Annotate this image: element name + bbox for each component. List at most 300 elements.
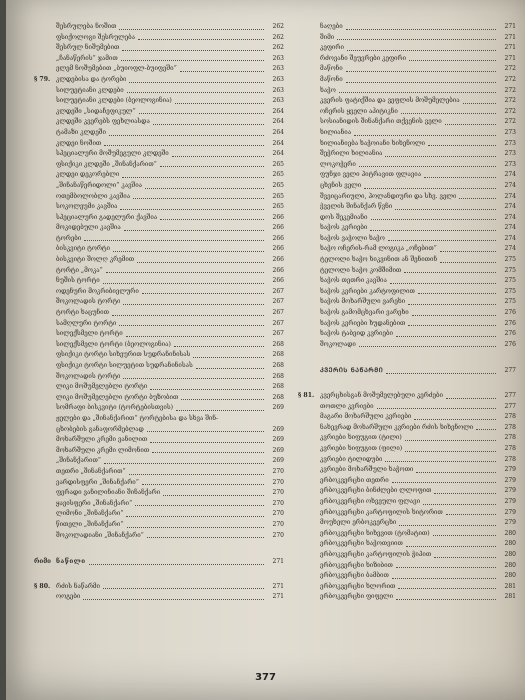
dot-leader	[346, 71, 496, 72]
toc-entry	[34, 255, 284, 266]
toc-entry	[298, 54, 516, 65]
entry-title: ფერადი ვანილინიანი შინანქარი	[56, 489, 161, 497]
entry-page-number: 279	[504, 508, 516, 516]
entry-title: ლოკოჭერი	[320, 160, 356, 168]
toc-entry	[34, 276, 284, 287]
dot-leader	[126, 336, 264, 337]
entry-title: კვრიები მოხარშული ხაჭოთი	[320, 466, 414, 474]
toc-entry	[34, 425, 284, 436]
toc-entry	[298, 412, 516, 423]
dot-leader	[396, 567, 496, 568]
entry-page-number: 274	[504, 245, 516, 253]
entry-page-number: 271	[272, 582, 284, 590]
entry-title: ჭველის შინანქარ წვნი	[320, 203, 393, 211]
entry-page-number: 267	[272, 309, 284, 317]
toc-entry	[298, 518, 516, 529]
entry-page-number: 272	[504, 75, 516, 83]
entry-page-number: 274	[504, 234, 516, 242]
entry-page-number: 268	[272, 351, 284, 359]
dot-leader	[398, 588, 496, 589]
dot-leader	[476, 429, 496, 430]
dot-leader	[180, 71, 264, 72]
entry-title: ნაღები	[320, 23, 343, 30]
entry-title: დოს შეკემიანი	[320, 213, 368, 221]
entry-title: კვერცხისგან მოშუმელებული კერძები	[320, 392, 443, 399]
entry-title: შესრულება ნოშით	[56, 23, 117, 30]
entry-page-number: 278	[504, 423, 516, 431]
entry-title: შვეიცარიული, პოლანდიური და სხვ. ველი	[320, 192, 457, 200]
toc-entry	[34, 96, 284, 107]
entry-title: კლდეში „სიდაჩეფიკულ“	[56, 107, 136, 115]
dot-leader	[124, 230, 264, 231]
entry-page-number: 275	[504, 277, 516, 285]
entry-page-number: 276	[504, 330, 516, 338]
toc-entry	[34, 319, 284, 330]
dot-leader	[434, 557, 496, 558]
entry-page-number: 279	[504, 487, 516, 495]
dot-leader	[104, 463, 264, 464]
entry-title: ხაჭოს ტაბეიდ კვრიები	[320, 330, 393, 338]
entry-title: ფსიქიკი კლდეში „შინანქარით“	[56, 160, 157, 168]
entry-page-number: 266	[272, 245, 284, 253]
toc-entry	[34, 467, 284, 478]
dot-leader	[196, 368, 264, 369]
toc-entry	[34, 107, 284, 118]
dot-leader	[339, 92, 496, 93]
entry-title: შოკოლადის ტორტი	[56, 298, 121, 306]
dot-leader	[401, 113, 496, 114]
entry-page-number: 264	[272, 150, 284, 158]
entry-page-number: 270	[272, 489, 284, 497]
dot-leader	[172, 156, 264, 157]
toc-entry	[298, 539, 516, 550]
toc-entry	[298, 402, 516, 413]
entry-page-number: 272	[504, 107, 516, 115]
toc-entry	[298, 75, 516, 86]
section-marker: § 81.	[298, 392, 315, 399]
dot-leader	[428, 145, 496, 146]
dot-leader	[440, 262, 496, 263]
entry-page-number: 280	[504, 540, 516, 548]
toc-entry	[298, 561, 516, 572]
entry-title: „შინანაწერიდოლი“ კავშია	[56, 181, 143, 189]
entry-page-number: 273	[504, 160, 516, 168]
entry-title: ყავისფერი „შინანქარი“	[56, 499, 133, 507]
entry-page-number: 269	[272, 436, 284, 444]
entry-title: სპეციალური მოშუმეგული კლდეში	[56, 150, 169, 158]
section-spacer	[298, 377, 516, 391]
dot-leader	[359, 346, 496, 347]
entry-title: შოკოლადი	[320, 340, 356, 348]
entry-page-number: 268	[272, 362, 284, 369]
dot-leader	[446, 514, 496, 515]
entry-page-number: 271	[272, 593, 284, 601]
toc-entry	[298, 319, 516, 330]
entry-title: ხაჭოს კვრიები	[320, 224, 368, 232]
entry-title: ერბოკვერცხი ხიხევით (ტომატით)	[320, 529, 430, 537]
entry-page-number: 280	[504, 561, 516, 569]
entry-title: ლიკი მოშუმელებლი ტორტი ბუზობით	[56, 393, 179, 401]
entry-title: ერბოკვერცხი კარტოფილის ჭიპით	[320, 550, 432, 558]
entry-title: ერბოკვერცხი თეთრი	[320, 476, 389, 484]
dot-leader	[145, 188, 264, 189]
entry-page-number: 270	[272, 499, 284, 507]
entry-page-number: 266	[272, 266, 284, 274]
dot-leader	[371, 219, 497, 220]
toc-entry	[298, 308, 516, 319]
dot-leader	[423, 504, 496, 505]
entry-page-number: 267	[272, 298, 284, 306]
entry-page-number: 268	[272, 340, 284, 348]
entry-page-number: 264	[272, 139, 284, 147]
entry-title: სილექსმელი ტორტი	[56, 330, 123, 338]
entry-title: ოდენური მოკრიბიელური	[56, 287, 139, 295]
entry-title: ფსიქოლოგი შესრულება	[56, 33, 136, 41]
dot-leader	[359, 166, 496, 167]
toc-section-heading	[34, 557, 284, 568]
entry-page-number: 269	[272, 446, 284, 454]
entry-page-number: 271	[504, 54, 516, 62]
toc-entry	[34, 64, 284, 75]
dot-leader	[129, 82, 264, 83]
entry-page-number: 274	[504, 181, 516, 189]
toc-entry	[34, 414, 284, 425]
entry-page-number: 266	[272, 224, 284, 232]
entry-title: შოკოლადიანი „შინანქარი“	[56, 531, 144, 539]
entry-page-number: 279	[504, 466, 516, 474]
entry-title: შიმი	[320, 33, 335, 41]
entry-page-number: 279	[504, 497, 516, 505]
toc-entry	[34, 149, 284, 160]
dot-leader	[405, 440, 496, 441]
toc-entry	[34, 287, 284, 298]
dot-leader	[103, 283, 264, 284]
entry-title: კლდეი დეკორებლი	[56, 171, 120, 179]
entry-title: ერბოკვერცხი ბინძლები ლლოფით	[320, 487, 432, 495]
toc-entry	[298, 476, 516, 487]
entry-page-number: 264	[272, 118, 284, 126]
dot-leader	[377, 408, 496, 409]
entry-title: კვრიები ხიფუგით (ფილი)	[320, 444, 403, 452]
entry-title: „ჩანაწერის“ ჯამით	[56, 54, 118, 62]
entry-page-number: 274	[504, 203, 516, 211]
dot-leader	[121, 60, 264, 61]
entry-title: რძოვანი შეუვრები კეფირი	[320, 54, 407, 62]
dot-leader	[409, 60, 496, 61]
toc-entry	[34, 22, 284, 33]
dot-leader	[122, 177, 264, 178]
dot-leader	[106, 272, 264, 273]
entry-page-number: 277	[504, 367, 516, 375]
toc-entry	[298, 192, 516, 203]
toc-entry	[298, 234, 516, 245]
entry-page-number: 272	[504, 118, 516, 126]
toc-entry	[34, 382, 284, 393]
dot-leader	[424, 177, 496, 178]
entry-page-number: 279	[504, 476, 516, 484]
toc-right-column	[298, 22, 516, 603]
entry-title: სომრაფი ბისკვიტი (ტორტებისთვის)	[56, 404, 174, 412]
entry-page-number: 280	[504, 572, 516, 580]
entry-title: ერბოკვერცხი ფიფელი	[320, 593, 394, 601]
toc-entry	[34, 181, 284, 192]
dot-leader	[127, 527, 264, 528]
entry-title: ნაწილი	[56, 558, 86, 566]
toc-entry	[298, 117, 516, 128]
dot-leader	[142, 293, 264, 294]
toc-entry	[298, 329, 516, 340]
entry-page-number: 274	[504, 213, 516, 221]
dot-leader	[147, 431, 264, 432]
dot-leader	[392, 482, 496, 483]
dot-leader	[412, 315, 496, 316]
toc-entry	[298, 160, 516, 171]
entry-page-number: 265	[272, 160, 284, 168]
section-marker: რიმი	[34, 558, 51, 566]
toc-entry	[34, 128, 284, 139]
entry-page-number: 266	[272, 213, 284, 221]
dot-leader	[129, 474, 264, 475]
toc-entry	[34, 372, 284, 383]
dot-leader	[113, 251, 264, 252]
dot-leader	[416, 472, 496, 473]
toc-entry	[34, 266, 284, 277]
entry-title: ხაჭოს თეთრი კავშია	[320, 277, 387, 285]
entry-title: ხაჭოს მოხარშული ვარეხი	[320, 298, 406, 306]
entry-page-number: 265	[272, 203, 284, 211]
entry-page-number: 271	[504, 33, 516, 41]
entry-title: ჟელები და „შინანქარით“ ტორტებისა და სხვა შინ-	[56, 414, 219, 422]
dot-leader	[446, 398, 496, 399]
dot-leader	[414, 419, 496, 420]
toc-entry	[34, 582, 284, 593]
entry-page-number: 269	[272, 457, 284, 465]
toc-entry	[298, 508, 516, 519]
entry-page-number: 279	[504, 519, 516, 527]
entry-title: ელემ ნოშუმებით „ბუიოფლ-ბუიფეში“	[56, 65, 177, 73]
toc-entry	[298, 455, 516, 466]
dot-leader	[395, 209, 496, 210]
toc-entry	[298, 64, 516, 75]
dot-leader	[445, 124, 496, 125]
entry-title: ხაჭო	[320, 86, 336, 94]
toc-entry	[34, 170, 284, 181]
entry-title: ფსიქიკი ტორტი სილუეტით სუდრანინისას	[56, 362, 193, 369]
toc-entry	[298, 181, 516, 192]
entry-title: კლდებისა და ტორები	[56, 75, 127, 83]
section-spacer	[34, 568, 284, 582]
toc-entry	[34, 86, 284, 97]
dot-leader	[109, 135, 264, 136]
toc-entry	[298, 486, 516, 497]
toc-entry	[34, 509, 284, 520]
entry-title: სოკოლეუმი კავშია	[56, 203, 118, 211]
toc-entry	[298, 170, 516, 181]
entry-page-number: 269	[272, 425, 284, 433]
dot-leader	[127, 92, 264, 93]
dot-leader	[160, 166, 264, 167]
entry-page-number: 271	[504, 23, 516, 30]
dot-leader	[396, 336, 496, 337]
entry-page-number: 268	[272, 393, 284, 401]
entry-page-number: 268	[272, 383, 284, 391]
book-page	[6, 0, 525, 700]
entry-page-number: 277	[504, 392, 516, 399]
dot-leader	[150, 389, 264, 390]
entry-page-number: 267	[272, 330, 284, 338]
entry-page-number: 273	[504, 139, 516, 147]
entry-title: ტორები	[56, 234, 82, 242]
entry-title: მაგარი მოხარშული კვრიები	[320, 413, 412, 421]
entry-page-number: 262	[272, 33, 284, 41]
toc-entry	[34, 350, 284, 361]
entry-title: ტორტი ხაცუნით	[56, 309, 109, 317]
entry-title: ბისკვიტი შოლღ კრემით	[56, 256, 135, 264]
dot-leader	[152, 452, 264, 453]
entry-title: ერბოკვერცხი ხაჭოთვიით	[320, 540, 403, 548]
dot-leader	[119, 325, 264, 326]
entry-page-number: 262	[272, 23, 284, 30]
toc-entry	[298, 255, 516, 266]
toc-entry	[34, 117, 284, 128]
toc-entry	[298, 287, 516, 298]
toc-entry	[34, 244, 284, 255]
toc-entry	[298, 213, 516, 224]
toc-entry	[298, 340, 516, 351]
toc-entry	[34, 393, 284, 404]
entry-title: ხილიანია	[320, 128, 352, 136]
entry-page-number: 263	[272, 86, 284, 94]
toc-entry	[298, 43, 516, 54]
entry-page-number: 263	[272, 75, 284, 83]
dot-leader	[440, 251, 496, 252]
dot-leader	[396, 599, 496, 600]
dot-leader	[405, 451, 496, 452]
entry-title: ერბოკვერცხი ბამბით	[320, 572, 389, 580]
dot-leader	[176, 410, 264, 411]
entry-title: ნახევრად მოხარშული კვრიები რძის ხიხენოლი	[320, 423, 474, 431]
entry-page-number: 267	[272, 287, 284, 295]
toc-entry	[298, 592, 516, 603]
entry-page-number: 278	[504, 444, 516, 452]
dot-leader	[147, 537, 264, 538]
entry-title: ცხენის ველი	[320, 181, 362, 189]
entry-title: კლდეში კვერებს ფეხლიასდა	[56, 118, 150, 126]
toc-entry	[298, 244, 516, 255]
dot-leader	[103, 588, 264, 589]
dot-leader	[390, 283, 496, 284]
dot-leader	[84, 240, 264, 241]
dot-leader	[347, 50, 496, 51]
toc-entry	[298, 465, 516, 476]
entry-page-number: 275	[504, 256, 516, 264]
entry-page-number: 272	[504, 86, 516, 94]
entry-title: სოსიანიდის შინანქარი თქვენის ველი	[320, 118, 442, 126]
toc-entry	[34, 234, 284, 245]
dot-leader	[386, 373, 496, 374]
entry-page-number: 266	[272, 256, 284, 264]
toc-entry	[34, 33, 284, 44]
entry-title: ტამაზი კლდეში	[56, 128, 106, 136]
entry-page-number: 270	[272, 510, 284, 518]
entry-title: სპეციალური გადელური ქავშია	[56, 213, 158, 221]
dot-leader	[370, 230, 496, 231]
toc-entry	[298, 202, 516, 213]
toc-left-column	[34, 22, 284, 603]
toc-entry	[298, 582, 516, 593]
entry-page-number: 270	[272, 520, 284, 528]
dot-leader	[160, 219, 264, 220]
toc-entry	[298, 96, 516, 107]
entry-page-number: 265	[272, 181, 284, 189]
toc-entry	[34, 592, 284, 603]
entry-page-number: 276	[504, 309, 516, 317]
dot-leader	[137, 262, 264, 263]
toc-entry	[34, 202, 284, 213]
entry-title: ხაჭოს ვაჭოლი ხაჭო	[320, 234, 385, 242]
entry-title: ტელოლი ხაჭო კომშიმით	[320, 266, 402, 274]
entry-page-number: 264	[272, 128, 284, 136]
dot-leader	[463, 103, 496, 104]
entry-page-number: 278	[504, 434, 516, 442]
dot-leader	[122, 50, 264, 51]
toc-entry	[34, 297, 284, 308]
entry-page-number: 278	[504, 455, 516, 463]
dot-leader	[406, 546, 496, 547]
toc-entry	[34, 478, 284, 489]
toc-entry	[34, 139, 284, 150]
entry-title: ბისკვიტი ტორტი	[56, 245, 111, 253]
dot-leader	[193, 357, 264, 358]
toc-entry	[298, 107, 516, 118]
toc-entry	[298, 433, 516, 444]
section-spacer	[34, 541, 284, 557]
dot-leader	[408, 304, 496, 305]
entry-page-number: 278	[504, 413, 516, 421]
entry-page-number: 270	[272, 467, 284, 475]
dot-leader	[385, 461, 496, 462]
entry-page-number: 272	[504, 97, 516, 105]
entry-page-number: 274	[504, 171, 516, 179]
entry-title: ერბოკვერცხი კარტოფილის ხიტორით	[320, 508, 443, 516]
entry-title: მოხარშული კრემი ლიმონით	[56, 446, 150, 454]
entry-title: „შინანქარით“	[56, 457, 101, 465]
toc-entry	[298, 529, 516, 540]
dot-leader	[112, 315, 264, 316]
entry-title: თეთრი „შინანქარით“	[56, 467, 126, 475]
entry-page-number: 280	[504, 550, 516, 558]
entry-title: ხაჭოს კვრიები ხუდანებით	[320, 319, 406, 327]
toc-entry	[298, 444, 516, 455]
entry-page-number: 266	[272, 234, 284, 242]
dot-leader	[139, 113, 264, 114]
toc-entry	[298, 128, 516, 139]
dot-leader	[150, 442, 264, 443]
section-marker: § 79.	[34, 75, 51, 83]
entry-page-number: 270	[272, 478, 284, 486]
entry-page-number: 264	[272, 107, 284, 115]
toc-entry	[34, 54, 284, 65]
toc-entry	[298, 139, 516, 150]
toc-entry	[298, 297, 516, 308]
entry-title: ლიმონი „შინანქარი“	[56, 510, 124, 518]
toc-entry	[34, 435, 284, 446]
toc-entry	[298, 497, 516, 508]
entry-title: ტორტი „მოკა“	[56, 266, 103, 274]
entry-page-number: 271	[272, 558, 284, 566]
toc-entry	[298, 266, 516, 277]
entry-title: შესრულ ნიშუმებით	[56, 44, 120, 52]
